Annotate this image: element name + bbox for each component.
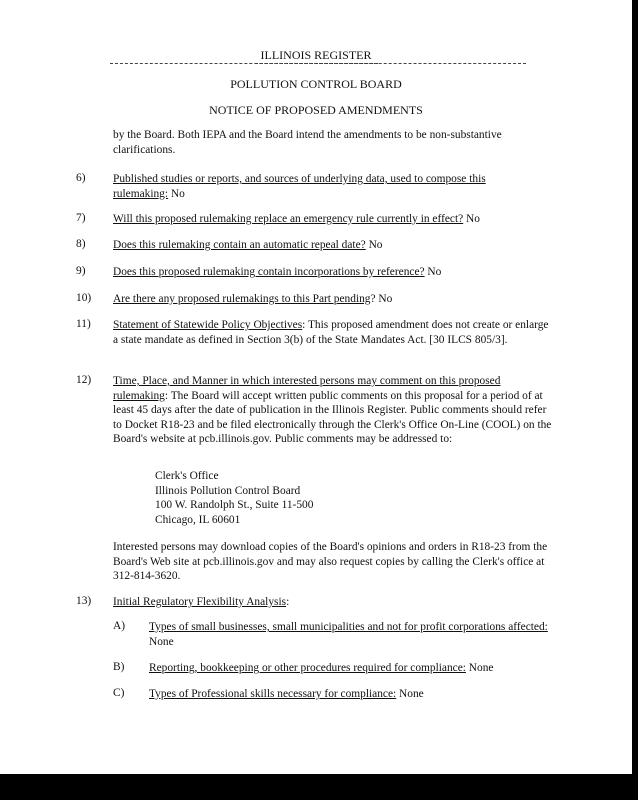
item-9-text: Does this proposed rulemaking contain incorporations by reference? No <box>113 266 442 278</box>
subitem-b-text: Reporting, bookkeeping or other procedures required for compliance: None <box>149 662 494 674</box>
subitem-a-text: Types of small businesses, small municipalities and not for profit corporations affected: None <box>149 621 548 648</box>
subitem-label: B) <box>113 661 125 673</box>
item-number: 12) <box>76 374 92 386</box>
clerk-address <box>155 469 455 527</box>
item-7-text: Will this proposed rulemaking replace an emergency rule currently in effect? No <box>113 213 480 225</box>
item-8-text: Does this rulemaking contain an automatic repeal date? No <box>113 239 383 251</box>
intro-paragraph: by the Board. Both IEPA and the Board intend the amendments to be non-substantive clarifications. <box>113 129 502 156</box>
item-number: 6) <box>76 172 86 184</box>
address-line: Clerk's Office <box>155 470 219 482</box>
scan-border-right <box>632 0 638 800</box>
item-number: 8) <box>76 238 86 250</box>
notice-title: NOTICE OF PROPOSED AMENDMENTS <box>209 103 423 117</box>
item-13-text: Initial Regulatory Flexibility Analysis: <box>113 596 290 608</box>
item-number: 9) <box>76 265 86 277</box>
item-12-text: Time, Place, and Manner in which interested persons may comment on this proposed rulemaking: The Board will accept written public comments on this proposal for a period of at least 45 days after the date of publication in the Illinois Register. Public comments should refer to Docket R18-23 and be filed electronically through the Clerk's Office On-Line (COOL) on the Board's website at pcb.illinois.gov. Public comments may be addressed to: <box>113 375 552 445</box>
subitem-c-text: Types of Professional skills necessary for compliance: None <box>149 688 424 700</box>
item-number: 7) <box>76 212 86 224</box>
address-line: Illinois Pollution Control Board <box>155 484 301 497</box>
address-line: 100 W. Randolph St., Suite 11-500 <box>155 499 314 511</box>
item-number: 10) <box>76 292 92 304</box>
scan-border-bottom <box>0 774 638 800</box>
item-10-text: Are there any proposed rulemakings to this Part pending? No <box>113 293 393 305</box>
item-6-text: Published studies or reports, and sources of underlying data, used to compose this rulemaking: No <box>113 173 486 200</box>
subitem-label: A) <box>113 620 126 632</box>
item-number: 11) <box>76 318 91 330</box>
register-title: ILLINOIS REGISTER <box>0 48 632 64</box>
agency-title: POLLUTION CONTROL BOARD <box>230 77 402 91</box>
subitem-label: C) <box>113 687 125 699</box>
item-number: 13) <box>76 595 92 607</box>
address-line: Chicago, IL 60601 <box>155 513 241 526</box>
header-rule <box>110 63 526 64</box>
item-11-text: Statement of Statewide Policy Objectives: This proposed amendment does not create or enlarge a state mandate as defined in Section 3(b) of the State Mandates Act. [30 ILCS 805/3]. <box>113 319 549 346</box>
copies-paragraph: Interested persons may download copies of the Board's opinions and orders in R18-23 from the Board's Web site at pcb.illinois.gov and may also request copies by calling the Clerk's office at 312-814-3620. <box>113 541 548 582</box>
